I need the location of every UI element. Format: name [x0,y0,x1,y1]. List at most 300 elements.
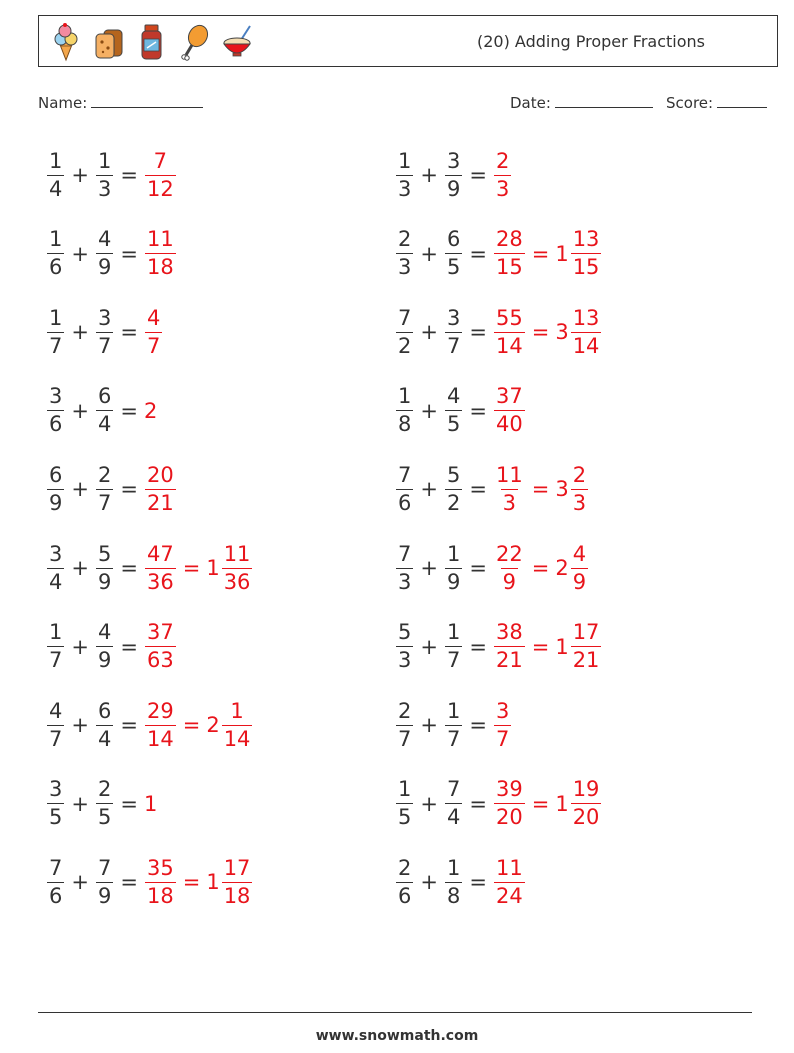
denominator: 14 [495,333,523,358]
denominator: 18 [146,255,174,280]
jar-icon [135,22,168,62]
numerator: 3 [49,777,63,802]
mixed-whole: 1 [206,870,220,895]
denominator: 15 [495,255,523,280]
equals-sign: = [531,477,550,502]
equals-sign: = [469,398,487,423]
denominator: 8 [398,412,412,437]
fraction [145,148,176,201]
denominator: 36 [146,569,174,594]
answer [493,229,602,278]
denominator: 7 [49,726,63,751]
drumstick-icon [178,22,211,62]
numerator: 11 [495,855,523,880]
denominator: 7 [446,333,461,358]
denominator: 2 [446,490,461,515]
answer [144,229,177,278]
fraction [145,229,176,278]
problem-item [395,695,512,755]
mixed-whole: 3 [555,320,569,345]
numerator: 37 [146,620,174,645]
numerator: 28 [495,227,523,252]
numerator: 5 [97,541,112,566]
fraction [222,855,253,908]
numerator: 55 [495,305,523,330]
denominator: 3 [398,648,412,673]
numerator: 2 [495,148,510,173]
denominator: 18 [223,883,251,908]
answer [493,148,512,201]
mixed-whole: 1 [555,791,569,816]
numerator: 4 [97,620,112,645]
denominator: 4 [97,412,112,437]
numerator: 1 [446,541,461,566]
problem-item [395,459,589,519]
numerator: 3 [495,698,510,723]
plus-sign: + [71,634,89,659]
denominator: 21 [146,490,174,515]
numerator: 1 [49,227,63,252]
worksheet-title: (20) Adding Proper Fractions [477,32,705,51]
fraction [47,698,64,751]
fraction [96,855,113,908]
plus-sign: + [71,713,89,738]
answer-whole: 2 [143,398,158,423]
equals-sign: = [531,556,550,580]
denominator: 7 [97,333,112,358]
denominator: 3 [502,490,517,515]
numerator: 3 [49,384,63,409]
fraction [445,305,462,358]
equals-sign: = [120,320,138,345]
fraction [96,305,113,358]
fraction [145,305,162,358]
fraction [494,148,511,201]
denominator: 4 [446,805,461,830]
problem-item [395,381,526,441]
fraction [445,698,462,751]
denominator: 21 [495,648,523,673]
numerator: 1 [97,148,112,173]
fraction [96,698,113,751]
denominator: 18 [146,883,174,908]
denominator: 5 [49,805,63,830]
numerator: 47 [146,541,174,566]
bread-icon [92,22,125,62]
answer [493,462,589,515]
fraction [571,541,588,594]
answer [493,698,512,751]
plus-sign: + [420,870,438,895]
numerator: 2 [572,462,587,487]
fraction [396,148,413,201]
numerator: 17 [223,855,251,880]
numerator: 39 [495,777,523,802]
denominator: 20 [495,805,523,830]
problem-item [46,224,177,284]
fraction [47,386,64,435]
plus-sign: + [420,713,438,738]
fraction [96,779,113,828]
name-label: Name: [38,94,88,112]
equals-sign: = [182,713,201,738]
problem-item [46,302,163,362]
numerator: 38 [495,620,523,645]
numerator: 13 [572,305,600,330]
fraction [96,462,113,515]
fraction [445,779,462,828]
answer-whole: 1 [143,791,158,816]
fraction [494,229,525,278]
denominator: 9 [97,648,112,673]
numerator: 1 [446,855,461,880]
numerator: 6 [97,698,112,723]
numerator: 2 [398,855,412,880]
plus-sign: + [71,870,89,895]
denominator: 5 [446,255,461,280]
name-field[interactable] [38,93,203,112]
denominator: 9 [502,569,517,594]
numerator: 1 [446,698,461,723]
footer-url: www.snowmath.com [315,1028,479,1044]
numerator: 1 [49,305,63,330]
numerator: 35 [146,855,174,880]
mixed-whole: 1 [206,556,220,580]
fraction [396,386,413,435]
icon-row [49,22,254,62]
denominator: 14 [223,726,251,751]
name-line[interactable] [91,93,203,108]
denominator: 3 [398,255,412,280]
fraction [396,462,413,515]
equals-sign: = [531,241,550,266]
denominator: 9 [97,883,112,908]
fraction [494,622,525,671]
fraction [222,541,253,594]
numerator: 17 [572,620,600,645]
denominator: 7 [495,726,510,751]
numerator: 19 [572,777,600,802]
problem-item [46,538,253,598]
fraction [494,462,525,515]
numerator: 7 [153,148,168,173]
fraction [396,541,413,594]
numerator: 1 [230,698,244,723]
problem-item [395,617,602,677]
answer [493,305,602,358]
problem-item [46,381,157,441]
numerator: 22 [495,541,523,566]
plus-sign: + [420,634,438,659]
equals-sign: = [469,791,487,816]
fraction [47,779,64,828]
fraction [96,148,113,201]
denominator: 7 [446,648,461,673]
numerator: 3 [446,305,461,330]
equals-sign: = [469,870,487,895]
fraction [145,622,176,671]
numerator: 4 [49,698,63,723]
numerator: 3 [446,148,461,173]
plus-sign: + [420,163,438,187]
fraction [96,229,113,278]
equals-sign: = [120,398,138,423]
denominator: 21 [572,648,600,673]
fraction [445,622,462,671]
denominator: 9 [446,176,461,201]
date-field[interactable] [510,93,653,112]
mixed-whole: 2 [206,713,220,738]
fraction [494,305,525,358]
equals-sign: = [120,791,138,816]
numerator: 13 [572,227,600,252]
denominator: 9 [572,569,587,594]
fraction [571,779,602,828]
fraction [96,622,113,671]
denominator: 6 [49,255,63,280]
date-label: Date: [510,94,551,112]
fraction [47,855,64,908]
score-label: Score: [666,94,714,112]
denominator: 6 [49,412,63,437]
equals-sign: = [120,713,138,738]
equals-sign: = [531,634,550,659]
fraction [145,462,176,515]
fraction [445,855,462,908]
plus-sign: + [420,477,438,502]
equals-sign: = [469,713,487,738]
numerator: 2 [97,462,112,487]
problem-item [395,852,526,912]
denominator: 63 [146,648,174,673]
plus-sign: + [420,398,438,423]
numerator: 11 [495,462,523,487]
denominator: 9 [97,255,112,280]
denominator: 9 [49,490,63,515]
equals-sign: = [182,870,201,895]
problem-item [395,145,512,205]
numerator: 6 [446,227,461,252]
denominator: 20 [572,805,600,830]
equals-sign: = [469,477,487,502]
ice-cream-icon [49,22,82,62]
denominator: 5 [446,412,461,437]
fraction [445,541,462,594]
numerator: 4 [146,305,161,330]
fraction [494,779,525,828]
problem-item [46,617,177,677]
answer [144,399,157,423]
plus-sign: + [71,556,89,580]
plus-sign: + [420,556,438,580]
footer-divider [38,1012,752,1013]
fraction [396,855,413,908]
numerator: 7 [398,541,412,566]
fraction [494,698,511,751]
numerator: 11 [146,227,174,252]
denominator: 7 [49,648,63,673]
numerator: 7 [446,777,461,802]
numerator: 1 [446,620,461,645]
fraction [396,229,413,278]
fraction [47,229,64,278]
denominator: 5 [97,805,112,830]
fraction [96,541,113,594]
fraction [494,541,525,594]
denominator: 6 [49,883,63,908]
equals-sign: = [182,556,201,580]
answer [144,792,157,816]
denominator: 6 [398,883,412,908]
numerator: 5 [446,462,461,487]
numerator: 7 [49,855,63,880]
problem-item [46,774,157,834]
numerator: 4 [446,384,461,409]
denominator: 36 [223,569,251,594]
equals-sign: = [469,634,487,659]
answer [493,779,602,828]
answer [144,305,163,358]
plus-sign: + [71,320,89,345]
problem-item [46,459,177,519]
denominator: 7 [146,333,161,358]
score-field[interactable] [666,93,767,112]
fraction [571,229,602,278]
equals-sign: = [120,477,138,502]
denominator: 3 [572,490,587,515]
equals-sign: = [120,870,138,895]
plus-sign: + [71,398,89,423]
fraction [222,698,253,751]
numerator: 6 [49,462,63,487]
numerator: 11 [223,541,251,566]
fraction [47,541,64,594]
equals-sign: = [120,241,138,266]
fraction [145,698,176,751]
denominator: 40 [495,412,523,437]
equals-sign: = [120,163,138,187]
answer [144,855,253,908]
denominator: 24 [495,883,523,908]
answer [493,386,526,435]
mixed-whole: 1 [555,634,569,659]
numerator: 1 [398,384,412,409]
numerator: 7 [398,462,412,487]
mixed-whole: 1 [555,241,569,266]
denominator: 7 [446,726,461,751]
equals-sign: = [120,634,138,659]
plus-sign: + [420,241,438,266]
problem-item [395,302,602,362]
mixed-whole: 3 [555,477,569,502]
denominator: 8 [446,883,461,908]
fraction [571,462,588,515]
numerator: 7 [398,305,412,330]
fraction [145,855,176,908]
problem-item [46,852,253,912]
denominator: 7 [398,726,412,751]
mixed-whole: 2 [555,556,569,580]
denominator: 4 [49,176,63,201]
denominator: 7 [49,333,63,358]
problem-item [395,224,602,284]
fraction [445,386,462,435]
denominator: 5 [398,805,412,830]
denominator: 2 [398,333,412,358]
denominator: 14 [146,726,174,751]
date-line[interactable] [555,93,653,108]
denominator: 4 [97,726,112,751]
numerator: 4 [97,227,112,252]
numerator: 2 [398,698,412,723]
problem-item [395,538,589,598]
answer [144,698,253,751]
plus-sign: + [71,791,89,816]
equals-sign: = [120,556,138,580]
denominator: 6 [398,490,412,515]
answer [144,541,253,594]
problem-item [46,695,253,755]
answer [493,855,526,908]
fraction [494,855,525,908]
plus-sign: + [71,241,89,266]
answer [144,622,177,671]
numerator: 1 [49,620,63,645]
fraction [445,229,462,278]
fraction [47,305,64,358]
numerator: 2 [97,777,112,802]
answer [493,541,589,594]
numerator: 1 [49,148,63,173]
numerator: 5 [398,620,412,645]
answer [144,148,177,201]
fraction [145,541,176,594]
denominator: 3 [495,176,510,201]
equals-sign: = [469,556,487,580]
fraction [571,305,602,358]
equals-sign: = [469,163,487,187]
denominator: 7 [97,490,112,515]
score-line[interactable] [717,93,767,108]
equals-sign: = [469,241,487,266]
worksheet-header [38,15,778,67]
denominator: 15 [572,255,600,280]
answer [493,622,602,671]
numerator: 20 [146,462,174,487]
numerator: 3 [97,305,112,330]
fraction [396,779,413,828]
denominator: 4 [49,569,63,594]
plus-sign: + [71,163,89,187]
plus-sign: + [71,477,89,502]
bowl-icon [221,22,254,62]
plus-sign: + [420,320,438,345]
fraction [47,462,64,515]
denominator: 12 [146,176,174,201]
equals-sign: = [531,320,550,345]
equals-sign: = [531,791,550,816]
numerator: 6 [97,384,112,409]
fraction [96,386,113,435]
fraction [47,622,64,671]
numerator: 37 [495,384,523,409]
numerator: 1 [398,148,412,173]
denominator: 3 [398,569,412,594]
denominator: 9 [97,569,112,594]
fraction [47,148,64,201]
numerator: 29 [146,698,174,723]
fraction [396,698,413,751]
